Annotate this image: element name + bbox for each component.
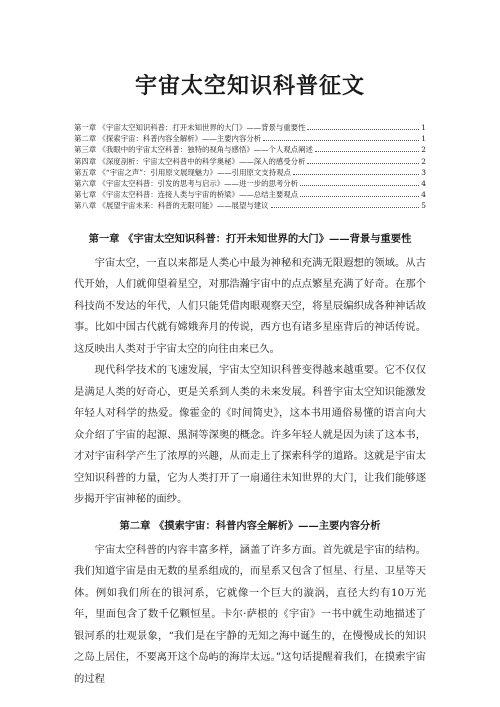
toc-entry-page: 1 bbox=[421, 123, 426, 132]
table-of-contents bbox=[74, 122, 426, 212]
toc-entry-text: 第四章 《深度剖析：宇宙太空科普中的科学奥秘》——深入的感受分析 bbox=[74, 156, 306, 166]
toc-entry-page: 4 bbox=[421, 179, 426, 189]
toc-entry-page: 5 bbox=[421, 201, 426, 211]
toc-entry-text: 第六章 《宇宙太空科普：引发的思考与启示》——进一步的思考分析 bbox=[74, 179, 299, 189]
toc-entry-text: 第三章 《我眼中的宇宙太空科普：独特的视角与感悟》——个人观点阐述 bbox=[74, 145, 313, 155]
toc-entry[interactable] bbox=[74, 122, 426, 133]
body-paragraph: 宇宙太空，一直以来都是人类心中最为神秘和充满无限遐想的领域。从古代开始，人们就仰望着星空，对那浩瀚宇宙中的点点繁星充满了好奇。在那个科技尚不发达的年代，人们只能凭借肉眼观察天空，将星辰编织成各种神话故事。比如中国古代就有嫦娥奔月的传说，西方也有诸多星座背后的神话传说。这反映出人类对于宇宙太空的向往由来已久。 bbox=[74, 256, 426, 355]
toc-entry-page: 4 bbox=[421, 190, 426, 200]
chapter-heading: 第二章 《摸索宇宙：科普内容全解析》——主要内容分析 bbox=[119, 519, 381, 532]
toc-entry-page: 1 bbox=[421, 134, 426, 144]
toc-entry-text: 第五章 《“宇宙之声”：引用原文展现魅力》——引用原文支持观点 bbox=[74, 167, 291, 177]
toc-leader-dots bbox=[307, 123, 419, 130]
chapter-1-section bbox=[74, 232, 426, 511]
toc-leader-dots bbox=[300, 190, 419, 197]
toc-leader-dots bbox=[307, 157, 419, 164]
toc-entry[interactable] bbox=[74, 178, 426, 189]
toc-entry-page: 2 bbox=[421, 156, 426, 166]
toc-entry-text: 第八章 《展望宇宙未来：科普的无限可能》——展望与建议 bbox=[74, 201, 269, 211]
toc-entry[interactable] bbox=[74, 167, 426, 178]
toc-leader-dots bbox=[271, 201, 420, 208]
toc-entry[interactable] bbox=[74, 189, 426, 200]
toc-entry-text: 第二章 《探索宇宙：科普内容全解析》——主要内容分析 bbox=[74, 134, 262, 144]
toc-leader-dots bbox=[293, 168, 419, 175]
toc-entry-text: 第一章 《宇宙太空知识科普：打开未知世界的大门》——背景与重要性 bbox=[74, 123, 306, 132]
chapter-heading: 第一章 《宇宙太空知识科普：打开未知世界的大门》——背景与重要性 bbox=[88, 232, 412, 245]
document-title: 宇宙太空知识科普征文 bbox=[134, 73, 365, 99]
toc-leader-dots bbox=[315, 145, 419, 152]
toc-entry[interactable] bbox=[74, 200, 426, 211]
toc-entry-page: 3 bbox=[421, 167, 426, 177]
body-paragraph: 现代科学技术的飞速发展，宇宙太空知识科普变得越来越重要。它不仅仅是满足人类的好奇心，更是关系到人类的未来发展。科普宇宙太空知识能激发年轻人对科学的热爱。像霍金的《时间简史》，这本书用通俗易懂的语言向大众介绍了宇宙的起源、黑洞等深奥的概念。许多年轻人就是因为读了这本书，才对宇宙科学产生了浓厚的兴趣，从而走上了探索科学的道路。这就是宇宙太空知识科普的力量，它为人类打开了一扇通往未知世界的大门，让我们能够逐步揭开宇宙神秘的面纱。 bbox=[74, 364, 426, 506]
toc-leader-dots bbox=[263, 134, 419, 141]
body-paragraph: 宇宙太空科普的内容丰富多样，涵盖了许多方面。首先就是宇宙的结构。我们知道宇宙是由无数的星系组成的，而星系又包含了恒星、行星、卫星等天体。例如我们所在的银河系，它就像一个巨大的漩涡，直径大约有10万光年，里面包含了数千亿颗恒星。卡尔·萨根的《宇宙》一书中就生动地描述了银河系的壮观景象，“我们是在宇静的无知之海中诞生的，在慢慢成长的知识之岛上居住，不要离开这个岛屿的海岸太远。”这句话提醒着我们，在摸索宇宙的过程 bbox=[74, 543, 426, 685]
toc-entry[interactable] bbox=[74, 144, 426, 155]
toc-entry[interactable] bbox=[74, 156, 426, 167]
toc-entry[interactable] bbox=[74, 133, 426, 144]
toc-leader-dots bbox=[300, 179, 419, 186]
toc-entry-page: 2 bbox=[421, 145, 426, 155]
chapter-2-section bbox=[74, 519, 426, 691]
toc-entry-text: 第七章 《宇宙太空科普：连接人类与宇宙的桥梁》——总结主要观点 bbox=[74, 190, 299, 200]
